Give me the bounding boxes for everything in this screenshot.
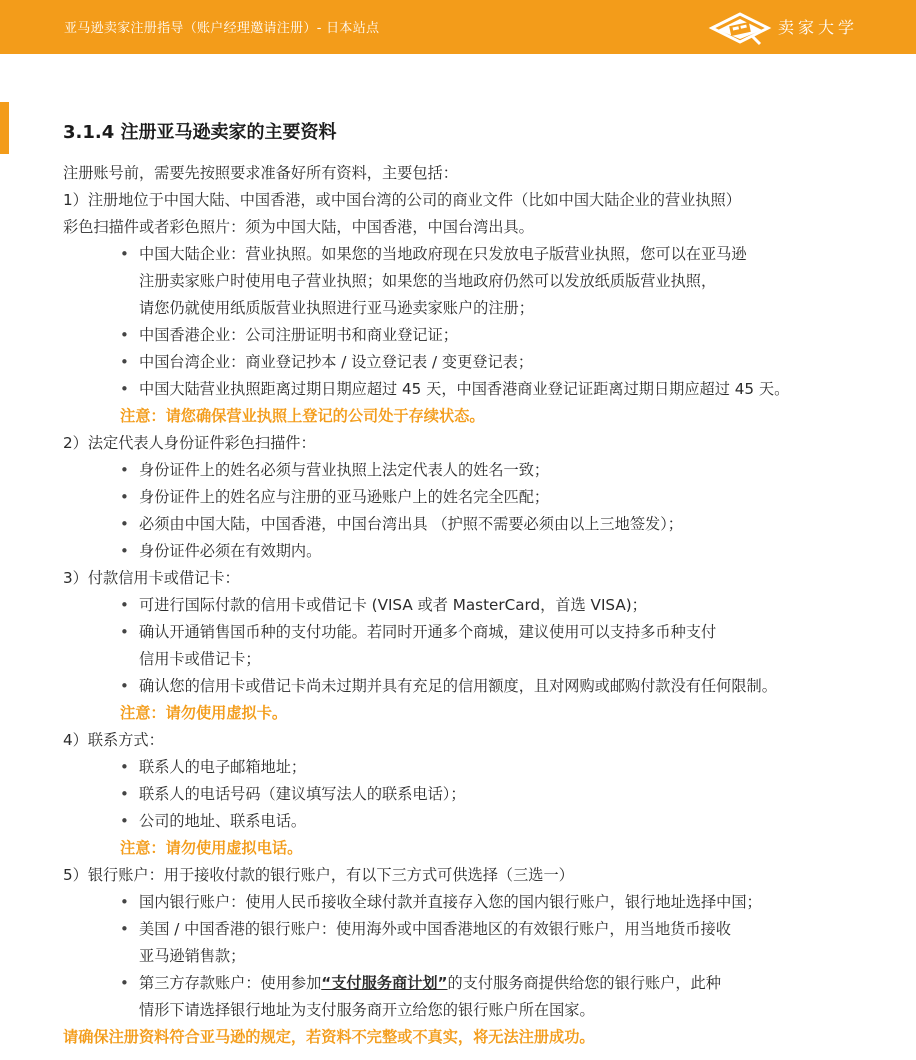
final-note: 请确保注册资料符合亚马逊的规定，若资料不完整或不真实，将无法注册成功。: [63, 1028, 595, 1046]
item-4-bullet-1: 联系人的电子邮箱地址；: [139, 758, 307, 776]
item-1-bullet-1-cont: 注册卖家账户时使用电子营业执照；如果您的当地政府仍然可以发放纸质版营业执照，: [139, 272, 717, 290]
item-3-bullet-1: 可进行国际付款的信用卡或借记卡 (VISA 或者 MasterCard，首选 VISA)；: [139, 596, 647, 614]
item-1-heading: 1）注册地位于中国大陆、中国香港，或中国台湾的公司的商业文件（比如中国大陆企业的营业执照）: [63, 191, 741, 209]
bullet-dot: •: [120, 488, 129, 506]
item-3-note: 注意：请勿使用虚拟卡。: [120, 704, 288, 722]
item-2-bullet-4: 身份证件必须在有效期内。: [139, 542, 322, 560]
item-5-bullet-2: 美国 / 中国香港的银行账户：使用海外或中国香港地区的有效银行账户，用当地货币接收: [139, 920, 731, 938]
item-4-heading: 4）联系方式：: [63, 731, 164, 749]
bullet-dot: •: [120, 515, 129, 533]
item-3-bullet-3: 确认您的信用卡或借记卡尚未过期并具有充足的信用额度，且对网购或邮购付款没有任何限制。: [139, 677, 777, 695]
item-5-bullet-3-post: 的支付服务商提供给您的银行账户，此种: [447, 974, 721, 992]
item-1-heading-cont: 彩色扫描件或者彩色照片：须为中国大陆，中国香港，中国台湾出具。: [63, 218, 534, 236]
bullet-dot: •: [120, 785, 129, 803]
bullet-dot: •: [120, 353, 129, 371]
document-title: 亚马逊卖家注册指导（账户经理邀请注册）- 日本站点: [64, 21, 380, 36]
item-5-bullet-3-cont: 情形下请选择银行地址为支付服务商开立给您的银行账户所在国家。: [139, 1001, 595, 1019]
bullet-dot: •: [120, 677, 129, 695]
item-3-heading: 3）付款信用卡或借记卡：: [63, 569, 240, 587]
item-5-bullet-3-pre: 第三方存款账户：使用参加: [139, 974, 322, 992]
bullet-dot: •: [120, 812, 129, 830]
payment-service-provider-link[interactable]: “支付服务商计划”: [321, 974, 448, 992]
bullet-dot: •: [120, 596, 129, 614]
item-5-bullet-2-cont: 亚马逊销售款；: [139, 947, 246, 965]
bullet-dot: •: [120, 974, 129, 992]
bullet-dot: •: [120, 461, 129, 479]
item-1-bullet-1-cont: 请您仍就使用纸质版营业执照进行亚马逊卖家账户的注册；: [139, 299, 534, 317]
bullet-dot: •: [120, 623, 129, 641]
page-header: [0, 0, 916, 54]
item-2-bullet-2: 身份证件上的姓名应与注册的亚马逊账户上的姓名完全匹配；: [139, 488, 550, 506]
item-1-bullet-2: 中国香港企业：公司注册证明书和商业登记证；: [139, 326, 458, 344]
item-4-note: 注意：请勿使用虚拟电话。: [120, 839, 303, 857]
item-1-note: 注意：请您确保营业执照上登记的公司处于存续状态。: [120, 407, 485, 425]
item-1-bullet-3: 中国台湾企业：商业登记抄本 / 设立登记表 / 变更登记表；: [139, 353, 534, 371]
intro-text: 注册账号前，需要先按照要求准备好所有资料，主要包括：: [63, 164, 458, 182]
bullet-dot: •: [120, 245, 129, 263]
item-5-bullet-1: 国内银行账户：使用人民币接收全球付款并直接存入您的国内银行账户，银行地址选择中国；: [139, 893, 762, 911]
item-4-bullet-2: 联系人的电话号码（建议填写法人的联系电话）；: [139, 785, 466, 803]
bullet-dot: •: [120, 758, 129, 776]
section-title: 3.1.4 注册亚马逊卖家的主要资料: [63, 122, 337, 143]
item-5-heading: 5）银行账户：用于接收付款的银行账户，有以下三方式可供选择（三选一）: [63, 866, 574, 884]
item-4-bullet-3: 公司的地址、联系电话。: [139, 812, 307, 830]
seller-university-logo-icon: [708, 10, 772, 46]
item-1-bullet-4: 中国大陆营业执照距离过期日期应超过 45 天，中国香港商业登记证距离过期日期应超过 45 天。: [139, 380, 790, 398]
item-3-bullet-2: 确认开通销售国币种的支付功能。若同时开通多个商城，建议使用可以支持多币种支付: [139, 623, 717, 641]
item-2-heading: 2）法定代表人身份证件彩色扫描件：: [63, 434, 316, 452]
bullet-dot: •: [120, 380, 129, 398]
item-3-bullet-2-cont: 信用卡或借记卡；: [139, 650, 261, 668]
bullet-dot: •: [120, 920, 129, 938]
logo-text: 卖家大学: [778, 18, 859, 37]
bullet-dot: •: [120, 326, 129, 344]
bullet-dot: •: [120, 893, 129, 911]
section-accent-bar: [0, 102, 9, 154]
bullet-dot: •: [120, 542, 129, 560]
item-5-bullet-3: [139, 970, 721, 997]
item-1-bullet-1: 中国大陆企业：营业执照。如果您的当地政府现在只发放电子版营业执照，您可以在亚马逊: [139, 245, 747, 263]
item-2-bullet-1: 身份证件上的姓名必须与营业执照上法定代表人的姓名一致；: [139, 461, 550, 479]
item-2-bullet-3: 必须由中国大陆，中国香港，中国台湾出具 （护照不需要必须由以上三地签发）；: [139, 515, 683, 533]
